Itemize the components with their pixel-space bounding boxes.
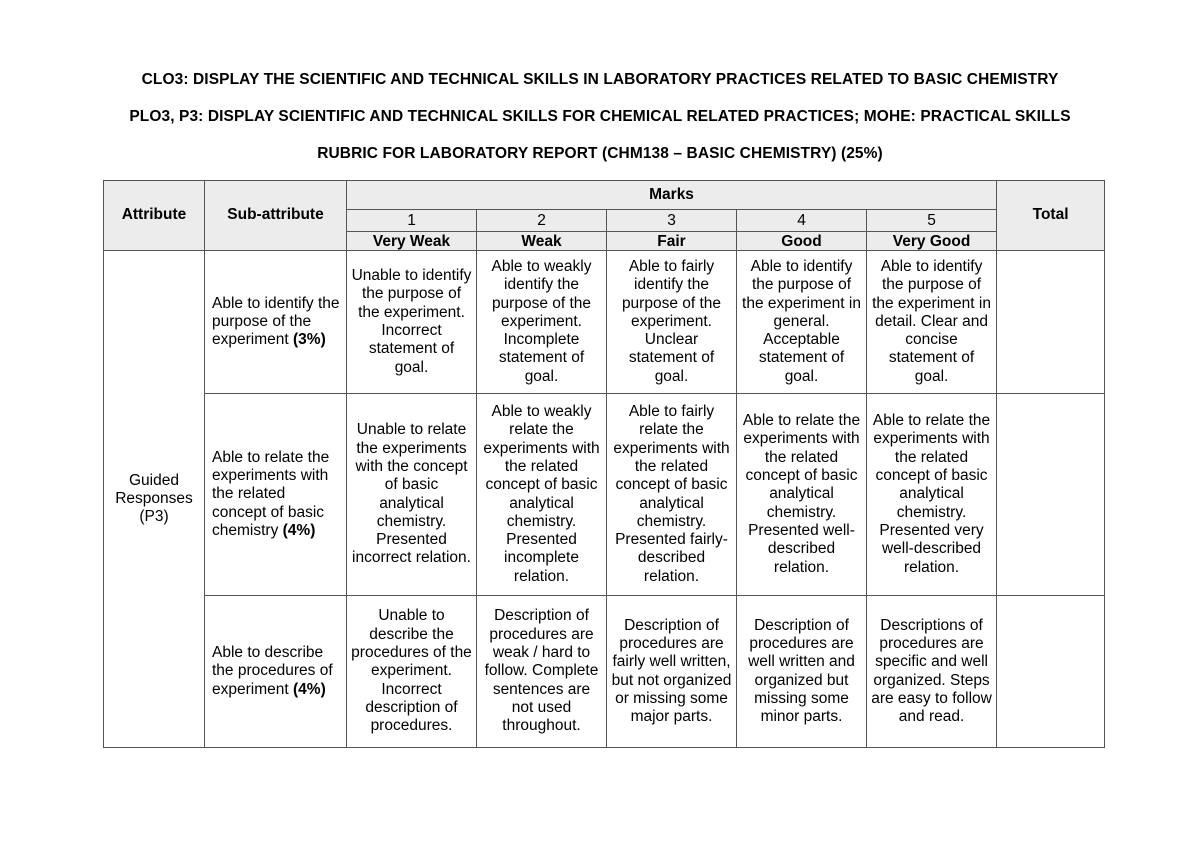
level-header-weak: Weak [477,232,607,251]
descriptor-cell: Unable to identify the purpose of the experiment. Incorrect statement of goal. [347,251,477,394]
sub-attribute-text: Able to identify the purpose of the experiment [212,294,340,349]
rubric-title: RUBRIC FOR LABORATORY REPORT (CHM138 – BASIC CHEMISTRY) (25%) [317,145,883,162]
attribute-header: Attribute [104,181,205,251]
descriptor-cell: Able to weakly identify the purpose of the experiment. Incomplete statement of goal. [477,251,607,394]
table-row [104,596,1105,748]
descriptor-cell: Description of procedures are weak / hard to follow. Complete sentences are not used throughout. [477,596,607,748]
sub-attribute-header: Sub-attribute [205,181,347,251]
score-header-4: 4 [737,210,867,232]
descriptor-cell: Able to fairly relate the experiments with the related concept of basic analytical chemistry. Presented fairly-described relation. [607,394,737,596]
plo-heading: PLO3, P3: DISPLAY SCIENTIFIC AND TECHNICAL SKILLS FOR CHEMICAL RELATED PRACTICES; MOHE: PRACTICAL SKILLS [129,108,1071,125]
score-header-1: 1 [347,210,477,232]
score-header-3: 3 [607,210,737,232]
descriptor-cell: Unable to describe the procedures of the experiment. Incorrect description of procedures. [347,596,477,748]
table-row [104,394,1105,596]
descriptor-cell: Able to relate the experiments with the related concept of basic analytical chemistry. Presented very well-described relation. [867,394,997,596]
sub-attribute-cell [205,596,347,748]
rubric-table [103,180,1105,748]
score-header-2: 2 [477,210,607,232]
sub-attribute-text: Able to describe the procedures of experiment [212,644,333,698]
descriptor-cell: Able to identify the purpose of the experiment in detail. Clear and concise statement of goal. [867,251,997,394]
descriptor-cell: Unable to relate the experiments with the concept of basic analytical chemistry. Presented incorrect relation. [347,394,477,596]
level-header-fair: Fair [607,232,737,251]
weight-label: (3%) [293,331,326,349]
descriptor-cell: Description of procedures are well written and organized but missing some minor parts. [737,596,867,748]
total-cell [997,251,1105,394]
descriptor-cell: Description of procedures are fairly well written, but not organized or missing some major parts. [607,596,737,748]
total-header: Total [997,181,1105,251]
clo-heading: CLO3: DISPLAY THE SCIENTIFIC AND TECHNICAL SKILLS IN LABORATORY PRACTICES RELATED TO BASIC CHEMISTRY [141,71,1059,88]
descriptor-cell: Able to weakly relate the experiments with the related concept of basic analytical chemistry. Presented incomplete relation. [477,394,607,596]
level-header-very-good: Very Good [867,232,997,251]
sub-attribute-cell [205,251,347,394]
attribute-cell: Guided Responses (P3) [104,251,205,748]
total-cell [997,394,1105,596]
sub-attribute-cell [205,394,347,596]
descriptor-cell: Able to fairly identify the purpose of the experiment. Unclear statement of goal. [607,251,737,394]
table-row [104,251,1105,394]
descriptor-cell: Able to identify the purpose of the experiment in general. Acceptable statement of goal. [737,251,867,394]
level-header-good: Good [737,232,867,251]
descriptor-cell: Able to relate the experiments with the related concept of basic analytical chemistry. Presented well-described relation. [737,394,867,596]
weight-label: (4%) [282,521,316,539]
total-cell [997,596,1105,748]
sub-attribute-text: Able to relate the experiments with the related concept of basic chemistry [212,448,330,539]
descriptor-cell: Descriptions of procedures are specific and well organized. Steps are easy to follow and read. [867,596,997,748]
weight-label: (4%) [293,680,326,698]
level-header-very-weak: Very Weak [347,232,477,251]
marks-header: Marks [347,181,997,210]
score-header-5: 5 [867,210,997,232]
